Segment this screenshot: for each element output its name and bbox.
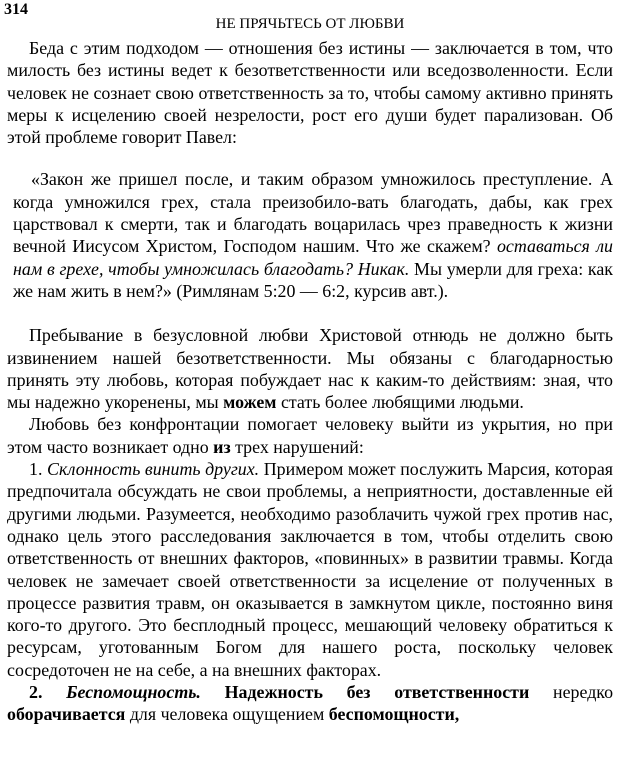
paragraph-3-bold: из	[213, 436, 231, 457]
list-item-1	[7, 458, 613, 681]
body-text	[7, 37, 613, 726]
list-item-2-bold-1: Надежность без ответственности	[200, 682, 530, 703]
list-item-2-bold-3: беспомощности,	[328, 704, 460, 725]
running-head: НЕ ПРЯЧЬТЕСЬ ОТ ЛЮБВИ	[215, 16, 405, 32]
quote-text-end: Мы умерли для греха: как же нам жить в нем?» (Римлянам 5:20 — 6:2, курсив авт.).	[13, 258, 613, 301]
list-item-2-heading: Беспомощность.	[66, 682, 201, 703]
list-item-1-text: Примером может послужить Марсия, которая предпочитала обсуждать не свои проблемы, а неприятности, доставленные ей другими людьми. Разумеется, необходимо разоблачить чужой грех против нас, однако цель этого расследования заключается в том, чтобы отделить свою ответственность от внешних факторов, «повинных» в развитии травмы. Когда человек не замечает своей ответственности за исцеление от полученных в процессе развития травм, он оказывается в замкнутом цикле, постоянно виня кого-то другого. Это бесплодный процесс, мешающий человеку обратиться к ресурсам, уготованным Богом для нашего роста, поскольку человек сосредоточен не на себе, а на внешних факторах.	[7, 459, 613, 680]
list-item-2-text-1: нередко	[529, 682, 614, 703]
paragraph-2-end: стать более любящими людьми.	[276, 392, 524, 413]
list-item-2-bold-2: оборачивается	[7, 704, 126, 725]
quote-text-start: «Закон же пришел после, и таким образом умножилось преступление. А когда умножился грех, стала преизобило-вать благодать, дабы, как грех царствовал к смерти, так и благодать воцарилась чрез праведность к жизни вечной Иисусом Христом, Господом нашим. Что же скажем?	[13, 169, 613, 257]
list-item-1-number: 1.	[29, 459, 48, 480]
paragraph-3	[7, 413, 613, 458]
paragraph-3-end: трех нарушений:	[230, 436, 364, 457]
paragraph-2-bold: можем	[223, 392, 277, 413]
page-number: 314	[4, 1, 28, 18]
list-item-2-number: 2.	[29, 682, 67, 703]
paragraph-2	[7, 324, 613, 413]
list-item-2	[7, 681, 613, 726]
paragraph-1: Беда с этим подходом — отношения без истины — заключается в том, что милость без истины ведет к безответственности или вседозволенности. Если человек не сознает свою ответственность за то, чтобы самому активно принять меры к исцелению своей незрелости, рост его души будет парализован. Об этой проблеме говорит Павел:	[7, 38, 613, 148]
scripture-quote	[7, 168, 613, 302]
list-item-2-text-2: для человека ощущением	[125, 704, 329, 725]
list-item-1-heading: Склонность винить других.	[47, 459, 260, 480]
paragraph-3-start: Любовь без конфронтации помогает человеку выйти из укрытия, но при этом часто возникает одно	[7, 414, 613, 457]
quote-italic: оставаться ли нам в грехе, чтобы умножилась благодать? Никак.	[13, 236, 613, 279]
paragraph-2-start: Пребывание в безусловной любви Христовой отнюдь не должно быть извинением нашей безответственности. Мы обязаны с благодарностью принять эту любовь, которая побуждает нас к каким-то действиям: зная, что мы надежно укоренены, мы	[7, 325, 613, 413]
